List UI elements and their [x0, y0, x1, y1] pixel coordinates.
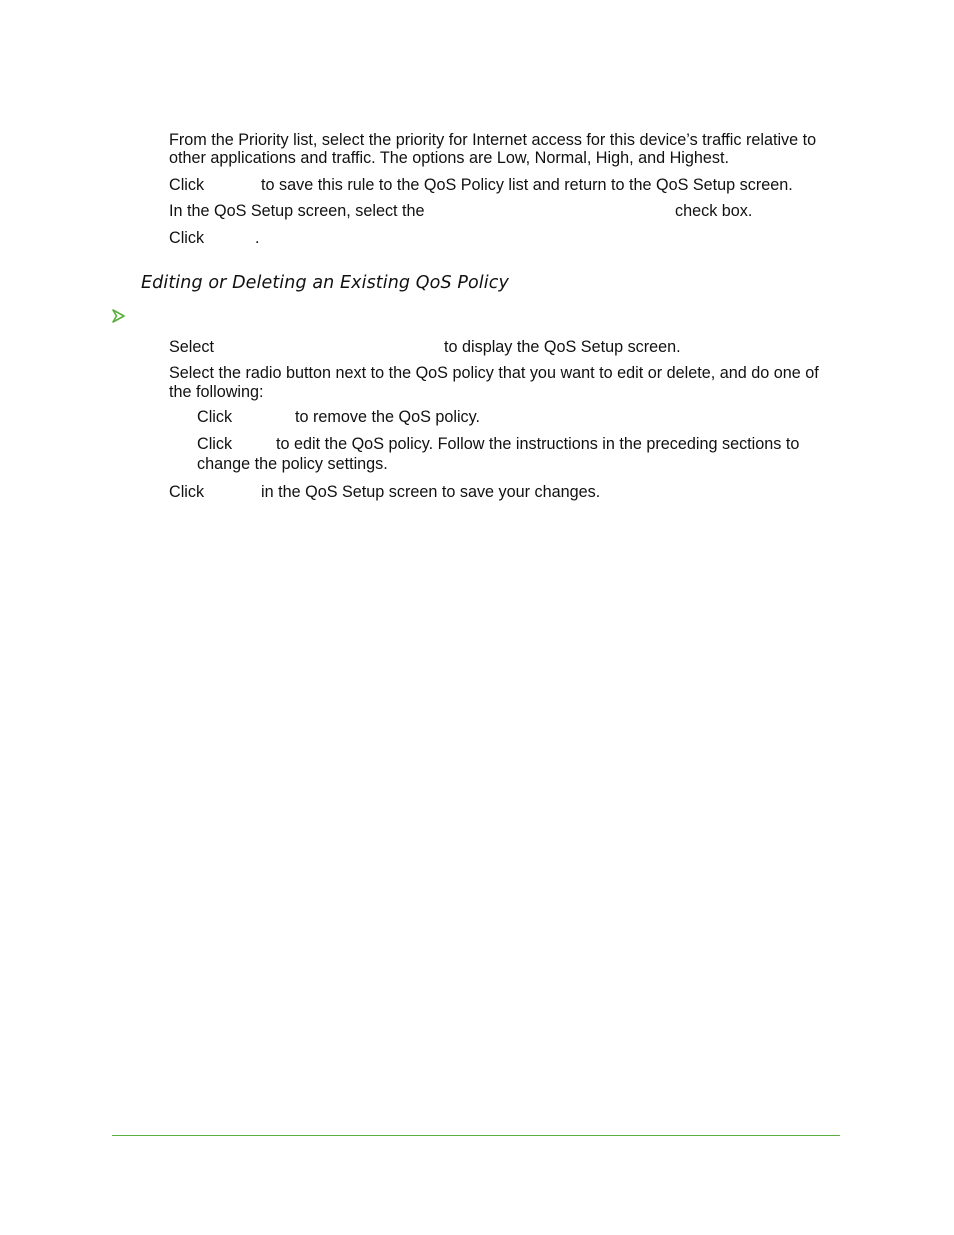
save-changes-step-prefix: Click: [169, 483, 205, 501]
save-rule-step-suffix: to save this rule to the QoS Policy list and return to the QoS Setup screen.: [261, 176, 793, 194]
priority-step-line-1: From the Priority list, select the priority for Internet access for this device’s traffic relative to: [169, 131, 817, 149]
arrow-right-icon: [112, 308, 126, 324]
apply-step-suffix: .: [255, 229, 260, 247]
save-changes-step-suffix: in the QoS Setup screen to save your changes.: [261, 483, 601, 501]
apply-step-prefix: Click: [169, 229, 205, 247]
save-rule-step-prefix: Click: [169, 176, 205, 194]
section-heading: Editing or Deleting an Existing QoS Policy: [141, 273, 509, 293]
display-step-suffix: to display the QoS Setup screen.: [444, 338, 681, 356]
radio-step-line-2: the following:: [169, 383, 264, 401]
edit-substep-prefix: Click: [197, 435, 233, 453]
display-step-prefix: Select: [169, 338, 214, 356]
edit-substep-line-2: change the policy settings.: [197, 455, 388, 473]
edit-substep-line-1: to edit the QoS policy. Follow the instructions in the preceding sections to: [276, 435, 800, 453]
radio-step-line-1: Select the radio button next to the QoS policy that you want to edit or delete, and do one of: [169, 364, 819, 382]
delete-substep-prefix: Click: [197, 408, 233, 426]
select-checkbox-step-prefix: In the QoS Setup screen, select the: [169, 202, 425, 220]
select-checkbox-step-suffix: check box.: [675, 202, 753, 220]
delete-substep-suffix: to remove the QoS policy.: [295, 408, 481, 426]
footer-divider: [112, 1135, 840, 1136]
priority-step-line-2: other applications and traffic. The options are Low, Normal, High, and Highest.: [169, 149, 729, 167]
